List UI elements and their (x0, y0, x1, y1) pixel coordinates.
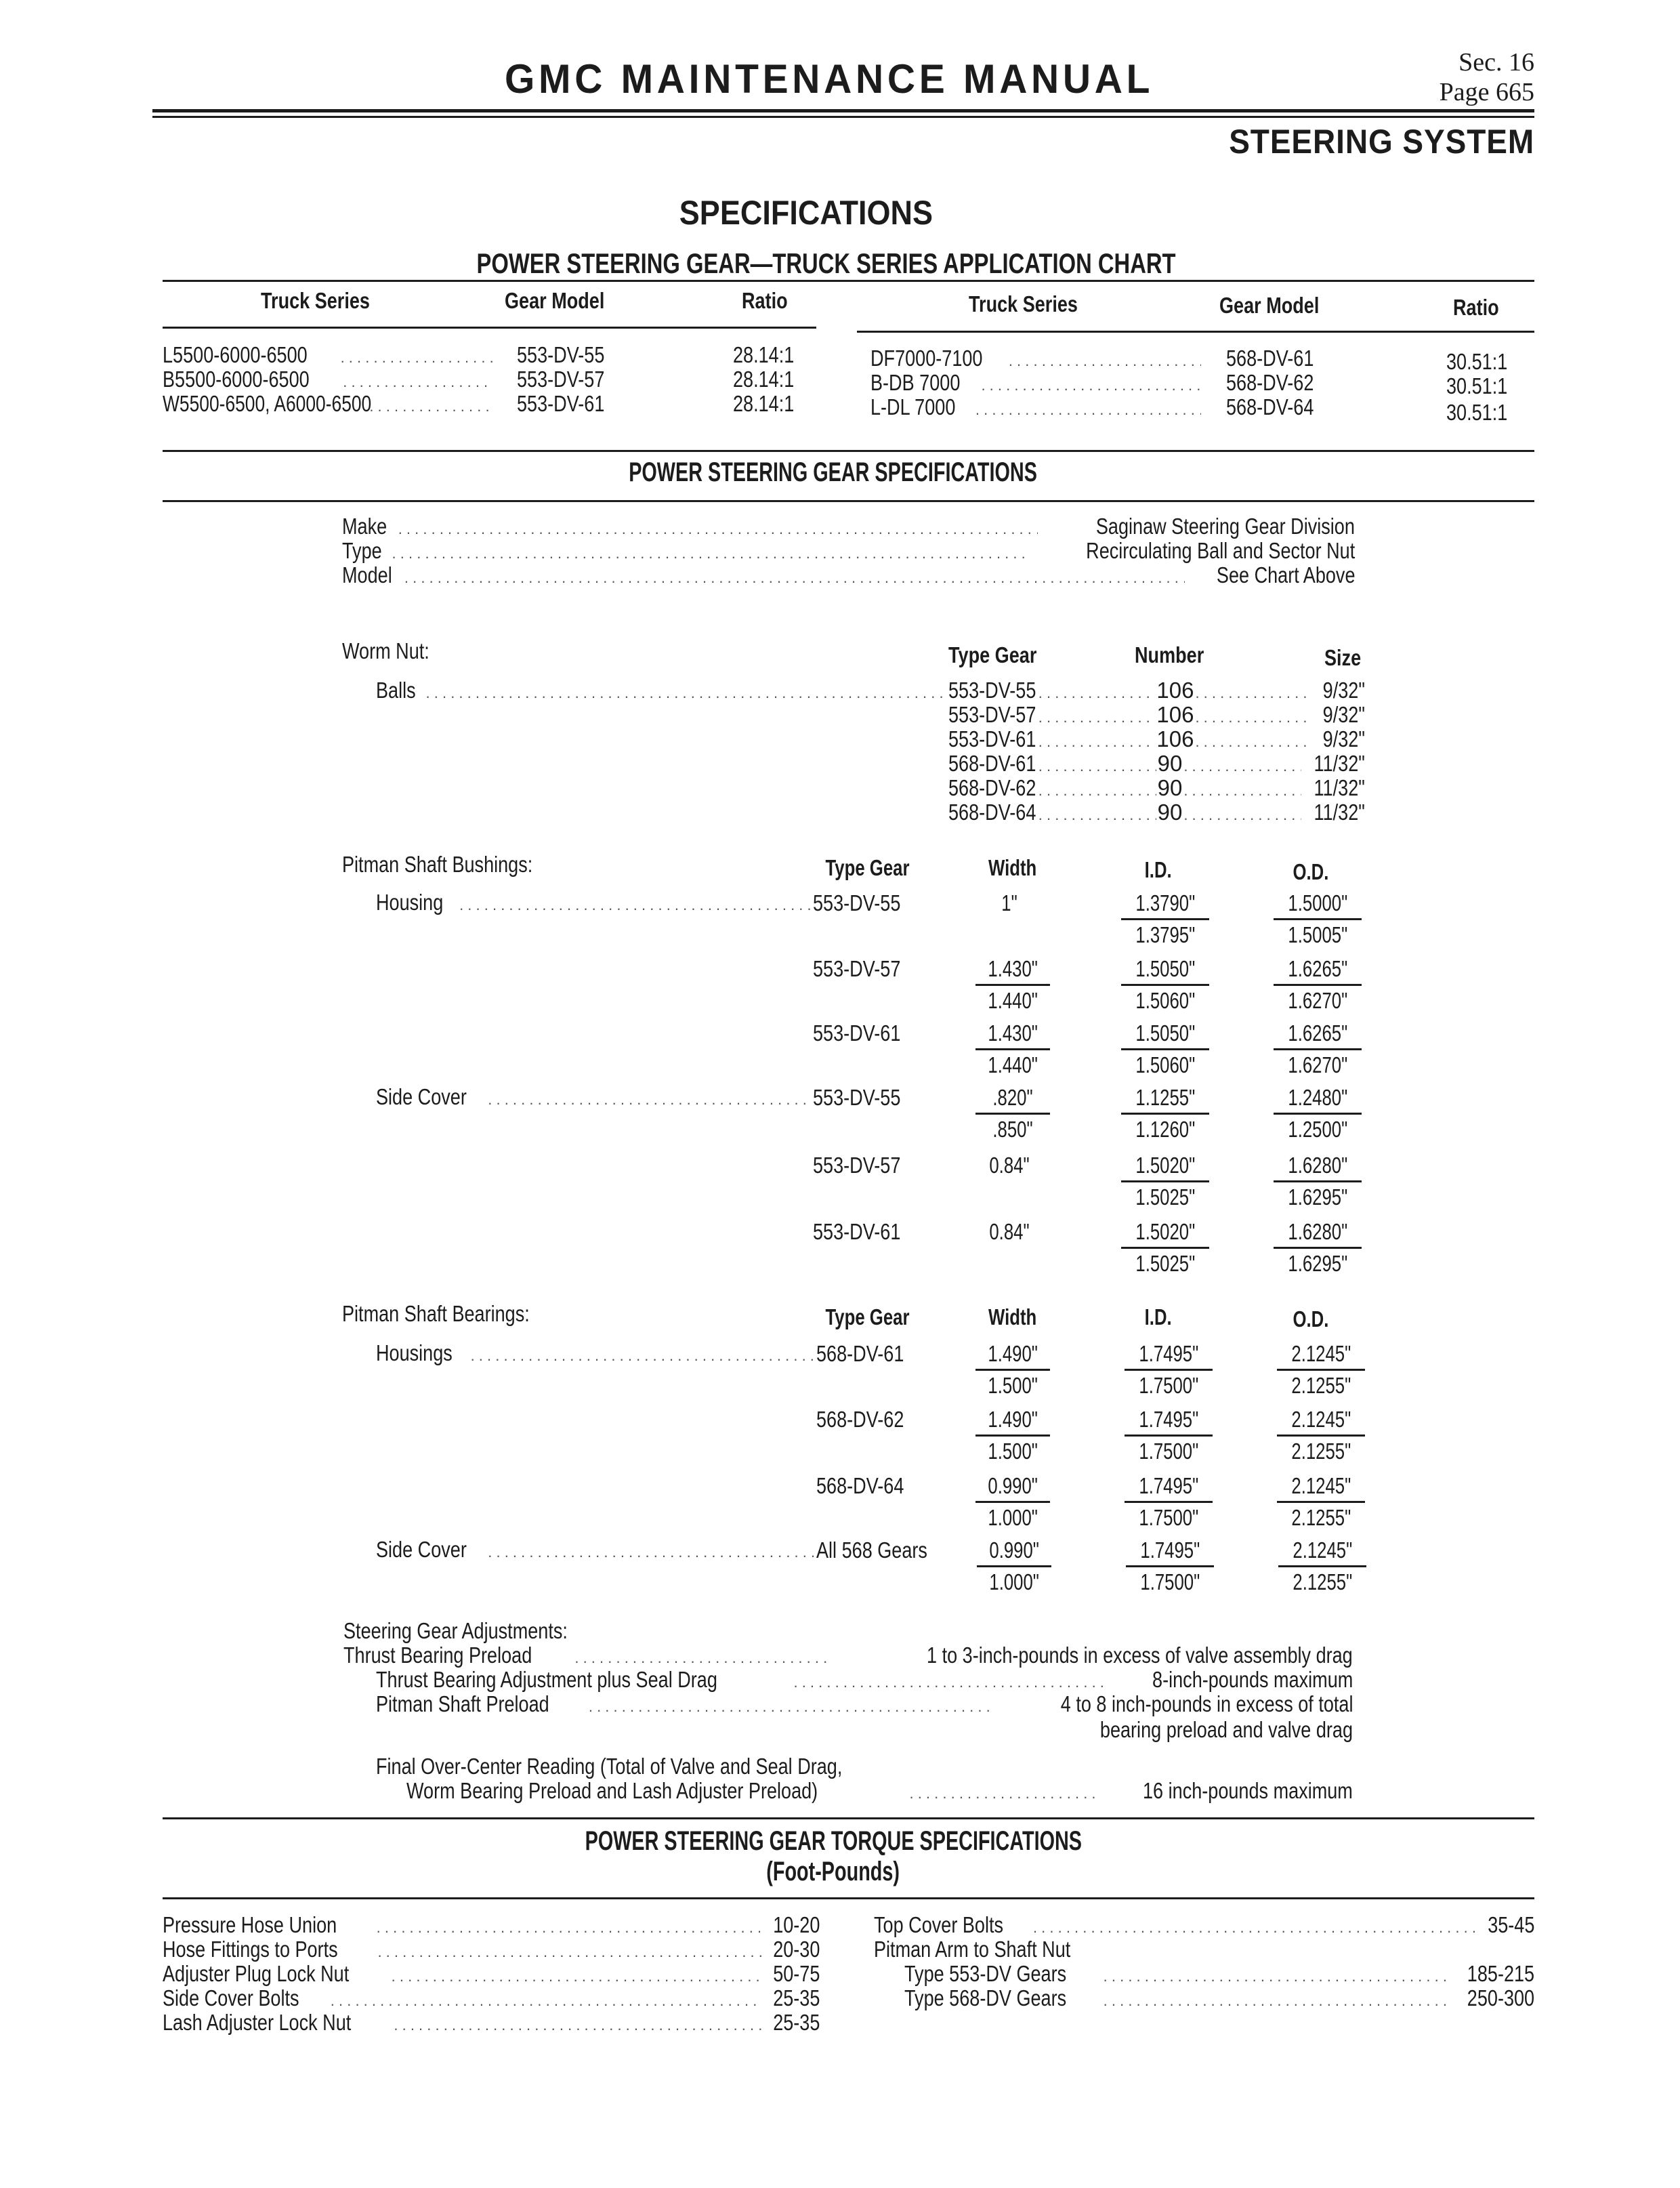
ball-size: 9/32" (1322, 678, 1365, 703)
gear-specs-rule-bottom (163, 500, 1534, 502)
id-min: 1.7495" (1140, 1537, 1200, 1563)
leader-dots (1038, 802, 1156, 828)
od-min: 1.5000" (1288, 890, 1347, 915)
leader-dots (404, 565, 1185, 591)
leader-dots (426, 680, 947, 706)
col-id (1108, 857, 1209, 883)
od-min: 2.1245" (1291, 1473, 1351, 1498)
adjust-label: Pitman Shaft Preload (376, 1691, 549, 1716)
torque-rule-top (163, 1817, 1534, 1819)
col-label: Width (988, 1304, 1037, 1329)
header-rule-bottom (152, 116, 1534, 118)
gear-model (1226, 346, 1333, 371)
col-label: Gear Model (1219, 293, 1320, 318)
torque-title-text: POWER STEERING GEAR TORQUE SPECIFICATIONS (585, 1826, 1082, 1856)
col-label: O.D. (1293, 859, 1329, 884)
od-max: 1.6295" (1288, 1251, 1347, 1276)
truck-series: B5500-6000-6500 (163, 367, 310, 392)
id-range (1125, 1340, 1213, 1399)
col-id (1108, 1304, 1209, 1330)
width-min: 1.490" (988, 1341, 1038, 1366)
final-reading-line1 (376, 1754, 944, 1779)
pitman-bushings-label-text: Pitman Shaft Bushings: (342, 852, 533, 877)
width-range (975, 1472, 1050, 1531)
col-label: I.D. (1144, 1304, 1173, 1329)
type-gear (816, 1406, 923, 1433)
leader-dots (471, 1343, 815, 1369)
width-max: 1.000" (989, 1569, 1039, 1594)
adjust-value: 8-inch-pounds maximum (1152, 1667, 1353, 1692)
width-range (975, 1340, 1050, 1399)
spec-label: Make (342, 514, 387, 539)
id-range (1121, 955, 1209, 1014)
ball-size: 11/32" (1314, 800, 1365, 825)
spec-value: Saginaw Steering Gear Division (1095, 514, 1355, 539)
od-min: 2.1245" (1291, 1341, 1351, 1366)
width-value (965, 1152, 1053, 1179)
type-gear: 568-DV-64 (948, 800, 1036, 825)
col-od (1260, 859, 1362, 885)
chart-row (870, 394, 1202, 423)
col-label: Truck Series (969, 291, 1078, 316)
id-max: 1.5060" (1135, 988, 1195, 1013)
housing-label: Housing (376, 890, 444, 915)
col-gear-model-right (1219, 293, 1341, 318)
width-max: 1.440" (988, 1052, 1038, 1077)
ratio (1446, 349, 1521, 375)
id-max: 1.5060" (1135, 1052, 1195, 1077)
system-title-text: STEERING SYSTEM (1229, 123, 1534, 161)
pitman-preload-line2 (1045, 1717, 1353, 1743)
ratio (733, 391, 807, 417)
pitman-arm-label (874, 1937, 1114, 1962)
torque-rule-bottom (163, 1897, 1534, 1899)
adjust-label: Worm Bearing Preload and Lash Adjuster Preload) (406, 1778, 818, 1803)
od-range (1274, 1152, 1362, 1211)
od-max: 1.2500" (1288, 1117, 1347, 1142)
adjust-value: 4 to 8 inch-pounds in excess of total (1060, 1691, 1353, 1716)
spec-value: See Chart Above (1216, 562, 1355, 587)
col-label: Gear Model (505, 288, 605, 313)
torque-label: Type 553-DV Gears (904, 1961, 1067, 1986)
gear-model (517, 367, 624, 392)
col-label: Size (1324, 645, 1362, 670)
torque-value: 25-35 (772, 1985, 820, 2010)
truck-series: L-DL 7000 (870, 394, 956, 419)
id-min: 1.7495" (1139, 1341, 1198, 1366)
width-range (975, 1406, 1050, 1465)
gear-specs-title-text: POWER STEERING GEAR SPECIFICATIONS (629, 457, 1038, 487)
torque-value: 250-300 (1467, 1985, 1534, 2010)
width-min: .820" (992, 1085, 1033, 1110)
od-max: 2.1255" (1291, 1373, 1351, 1398)
width-min: 1.430" (988, 1020, 1038, 1046)
col-label: I.D. (1144, 857, 1173, 882)
od-max: 1.6270" (1288, 988, 1347, 1013)
adjust-value: 1 to 3-inch-pounds in excess of valve assembly drag (927, 1643, 1353, 1668)
type-gear: 568-DV-61 (948, 751, 1036, 776)
gear-model-text: 568-DV-64 (1226, 394, 1314, 419)
width-max: 1.000" (988, 1505, 1038, 1530)
adjustments-label-text: Steering Gear Adjustments: (343, 1618, 568, 1643)
ball-size: 11/32" (1314, 775, 1365, 800)
ratio (733, 367, 807, 392)
ball-count: 106 (1156, 702, 1194, 727)
id-max: 1.7500" (1139, 1373, 1198, 1398)
torque-subtitle-text: (Foot-Pounds) (766, 1857, 900, 1886)
od-range (1274, 890, 1362, 949)
od-range (1278, 1537, 1366, 1596)
side-cover-label: Side Cover (376, 1084, 467, 1109)
side-cover-row (376, 1084, 813, 1113)
col-width (962, 1304, 1064, 1330)
pitman-shaft-preload (376, 1691, 1353, 1720)
col-number (1135, 642, 1219, 668)
id-range (1121, 1218, 1209, 1277)
specifications-heading-text: SPECIFICATIONS (679, 194, 933, 232)
side-cover-row (376, 1537, 816, 1565)
width-max: 1.500" (988, 1439, 1038, 1464)
width-min: 0.990" (988, 1473, 1038, 1498)
type-gear-text: 568-DV-62 (816, 1407, 904, 1432)
leader-dots (1104, 1988, 1451, 2014)
torque-value: 25-35 (772, 2010, 820, 2035)
od-max: 2.1255" (1291, 1505, 1351, 1530)
od-range (1274, 1020, 1362, 1079)
type-gear (816, 1537, 952, 1564)
gear-model-text: 553-DV-55 (517, 342, 605, 367)
torque-label: Type 568-DV Gears (904, 1985, 1067, 2010)
od-max: 1.6270" (1288, 1052, 1347, 1077)
torque-value: 185-215 (1467, 1961, 1534, 1986)
spec-value: Recirculating Ball and Sector Nut (1085, 538, 1355, 563)
type-gear: 553-DV-55 (948, 678, 1036, 703)
spec-model (342, 562, 1355, 591)
width-range (975, 1084, 1050, 1143)
type-gear (813, 1020, 920, 1047)
col-od (1260, 1306, 1362, 1332)
side-cover-label: Side Cover (376, 1537, 467, 1562)
leader-dots (1183, 802, 1301, 828)
worm-nut-label (342, 638, 448, 664)
col-label: Type Gear (948, 642, 1037, 667)
type-gear: 568-DV-62 (948, 775, 1036, 800)
leader-dots (459, 892, 812, 918)
width-min: 1.430" (988, 956, 1038, 981)
torque-subtitle (0, 1857, 1673, 1887)
worm-nut-label-text: Worm Nut: (342, 638, 429, 663)
section-number: Sec. 16 (1458, 48, 1534, 77)
leader-dots (909, 1781, 1095, 1807)
col-label: Number (1135, 642, 1204, 667)
width-range (975, 1020, 1050, 1079)
chart-rule-top (163, 280, 1534, 282)
final-over-center-reading (406, 1778, 1353, 1807)
od-min: 2.1245" (1293, 1537, 1352, 1563)
width-max: 1.440" (988, 988, 1038, 1013)
od-range (1277, 1406, 1365, 1465)
specifications-heading (0, 193, 1646, 232)
adjust-value: 16 inch-pounds maximum (1143, 1778, 1353, 1803)
section-page-info (1440, 47, 1534, 107)
spec-label: Model (342, 562, 392, 587)
col-label: Type Gear (825, 855, 909, 880)
torque-label: Hose Fittings to Ports (163, 1937, 338, 1962)
leader-dots (488, 1540, 815, 1565)
id-range (1125, 1472, 1213, 1531)
type-gear (813, 955, 920, 983)
col-width (962, 855, 1064, 881)
ratio (1446, 400, 1521, 426)
type-gear-text: 553-DV-55 (813, 1085, 901, 1110)
id-range (1121, 890, 1209, 949)
ball-count: 106 (1156, 678, 1194, 703)
truck-series: L5500-6000-6500 (163, 342, 308, 367)
id-min: 1.5020" (1135, 1153, 1195, 1178)
application-chart-title (0, 247, 1666, 280)
type-gear-text: 553-DV-55 (813, 890, 901, 915)
ratio-text: 30.51:1 (1446, 400, 1508, 425)
type-gear-text: 553-DV-57 (813, 956, 901, 981)
leader-dots (589, 1694, 995, 1720)
col-label: Type Gear (825, 1304, 909, 1329)
ratio-text: 28.14:1 (733, 367, 795, 392)
id-min: 1.7495" (1139, 1407, 1198, 1432)
manual-title (505, 56, 1188, 102)
col-type-gear (810, 1304, 925, 1330)
leader-dots (369, 394, 493, 419)
spec-label: Type (342, 538, 382, 563)
od-min: 1.6265" (1288, 1020, 1347, 1046)
col-ratio-left (742, 288, 798, 314)
id-range (1121, 1020, 1209, 1079)
col-gear-model-left (505, 288, 627, 314)
col-type-gear (948, 642, 1056, 668)
gear-model-text: 568-DV-62 (1226, 370, 1314, 395)
id-max: 1.7500" (1139, 1505, 1198, 1530)
id-range (1126, 1537, 1214, 1596)
width-min: 1.490" (988, 1407, 1038, 1432)
id-min: 1.5020" (1135, 1219, 1195, 1244)
type-gear (813, 890, 920, 917)
od-min: 2.1245" (1291, 1407, 1351, 1432)
housing-row (376, 890, 813, 918)
adjust-label: Thrust Bearing Preload (343, 1643, 532, 1668)
type-gear (816, 1472, 923, 1500)
torque-title (0, 1826, 1673, 1857)
type-gear (813, 1152, 920, 1179)
pitman-bearings-label (342, 1301, 571, 1327)
col-truck-series-left (261, 288, 394, 314)
gear-model (517, 342, 624, 368)
col-truck-series-right (969, 291, 1101, 317)
id-max: 1.7500" (1140, 1569, 1200, 1594)
gear-model (1226, 370, 1333, 396)
balls-label: Balls (376, 678, 416, 703)
od-range (1274, 1218, 1362, 1277)
gear-specs-rule-top (163, 450, 1534, 452)
od-min: 1.6265" (1288, 956, 1347, 981)
id-min: 1.3790" (1135, 890, 1195, 915)
width-min: 0.990" (989, 1537, 1039, 1563)
type-gear-text: 553-DV-61 (813, 1219, 901, 1244)
ratio (733, 342, 807, 368)
ball-count: 90 (1157, 775, 1183, 800)
od-min: 1.6280" (1288, 1153, 1347, 1178)
type-gear: 553-DV-61 (948, 726, 1036, 751)
ball-count: 106 (1156, 726, 1194, 751)
od-max: 1.6295" (1288, 1184, 1347, 1210)
col-label: Width (988, 855, 1037, 880)
id-max: 1.7500" (1139, 1439, 1198, 1464)
page-number: Page 665 (1439, 78, 1534, 106)
od-range (1274, 955, 1362, 1014)
gear-model-text: 568-DV-61 (1226, 346, 1314, 371)
type-gear: 553-DV-57 (948, 702, 1036, 727)
col-label: Ratio (1453, 295, 1499, 320)
col-size (1324, 645, 1369, 671)
od-range (1277, 1472, 1365, 1531)
application-chart-title-text: POWER STEERING GEAR—TRUCK SERIES APPLICATION CHART (477, 247, 1176, 279)
type-gear-text: 553-DV-61 (813, 1020, 901, 1046)
id-max: 1.5025" (1135, 1184, 1195, 1210)
torque-value: 35-45 (1487, 1912, 1534, 1937)
leader-dots (975, 397, 1201, 423)
width-range (977, 1537, 1051, 1596)
type-gear-text: 568-DV-61 (816, 1341, 904, 1366)
torque-label: Side Cover Bolts (163, 1985, 299, 2010)
adjustments-label (343, 1618, 617, 1644)
id-min: 1.5050" (1135, 1020, 1195, 1046)
gear-model-text: 553-DV-57 (517, 367, 605, 392)
chart-row (163, 391, 495, 419)
pitman-arm-label-text: Pitman Arm to Shaft Nut (874, 1937, 1071, 1962)
torque-label: Adjuster Plug Lock Nut (163, 1961, 350, 1986)
gear-model (1226, 394, 1333, 420)
ratio-text: 28.14:1 (733, 391, 795, 416)
type-gear-text: 568-DV-64 (816, 1473, 904, 1498)
torque-label: Pressure Hose Union (163, 1912, 337, 1937)
gear-model-text: 553-DV-61 (517, 391, 605, 416)
ratio (1446, 373, 1521, 399)
leader-dots (488, 1087, 812, 1113)
id-range (1121, 1084, 1209, 1143)
width-max: 1.500" (988, 1373, 1038, 1398)
chart-rule-left (163, 327, 816, 329)
torque-row (163, 2010, 820, 2038)
od-min: 1.6280" (1288, 1219, 1347, 1244)
id-range (1125, 1406, 1213, 1465)
ratio-text: 30.51:1 (1446, 373, 1508, 398)
leader-dots (394, 2012, 761, 2038)
od-range (1277, 1340, 1365, 1399)
id-max: 1.5025" (1135, 1251, 1195, 1276)
width-value (965, 1218, 1053, 1245)
id-min: 1.5050" (1135, 956, 1195, 981)
ball-size: 9/32" (1322, 702, 1365, 727)
truck-series: DF7000-7100 (870, 346, 983, 371)
col-label: Ratio (742, 288, 788, 313)
id-min: 1.1255" (1135, 1085, 1195, 1110)
manual-title-text: GMC MAINTENANCE MANUAL (505, 56, 1154, 102)
type-gear (813, 1084, 920, 1111)
width-value (965, 890, 1053, 917)
torque-label: Top Cover Bolts (874, 1912, 1004, 1937)
width-text: 1" (1001, 890, 1017, 915)
torque-value: 20-30 (772, 1937, 820, 1962)
ball-count: 90 (1157, 800, 1183, 825)
od-range (1274, 1084, 1362, 1143)
torque-row (904, 1985, 1534, 2014)
adjust-value-cont: bearing preload and valve drag (1099, 1717, 1353, 1742)
width-text: 0.84" (989, 1219, 1030, 1244)
type-gear (813, 1218, 920, 1245)
od-max: 1.5005" (1288, 922, 1347, 947)
id-min: 1.7495" (1139, 1473, 1198, 1498)
chart-rule-right (857, 331, 1534, 333)
torque-value: 50-75 (772, 1961, 820, 1986)
pitman-bearings-label-text: Pitman Shaft Bearings: (342, 1301, 530, 1326)
od-max: 2.1255" (1291, 1439, 1351, 1464)
truck-series: B-DB 7000 (870, 370, 961, 395)
torque-label: Lash Adjuster Lock Nut (163, 2010, 352, 2035)
balls-row (376, 678, 948, 706)
width-max: .850" (992, 1117, 1033, 1142)
od-min: 1.2480" (1288, 1085, 1347, 1110)
width-range (975, 955, 1050, 1014)
truck-series: W5500-6500, A6000-6500 (163, 391, 372, 416)
width-text: 0.84" (989, 1153, 1030, 1178)
col-label: O.D. (1293, 1306, 1329, 1332)
id-max: 1.3795" (1135, 922, 1195, 947)
ratio-text: 28.14:1 (733, 342, 795, 367)
gear-specs-title (0, 457, 1673, 488)
housings-row (376, 1340, 816, 1369)
ball-size: 9/32" (1322, 726, 1365, 751)
pitman-bushings-label (342, 852, 574, 878)
housings-label: Housings (376, 1340, 453, 1365)
id-range (1121, 1152, 1209, 1211)
ratio-text: 30.51:1 (1446, 349, 1508, 374)
header-rule-top (152, 109, 1534, 112)
ball-count: 90 (1157, 751, 1183, 776)
worm-nut-row (948, 800, 1365, 828)
col-type-gear (810, 855, 925, 881)
system-title (1202, 122, 1534, 161)
adjust-label: Thrust Bearing Adjustment plus Seal Drag (376, 1667, 717, 1692)
type-gear (816, 1340, 923, 1367)
type-gear-text: 553-DV-57 (813, 1153, 901, 1178)
adjust-label: Final Over-Center Reading (Total of Valve and Seal Drag, (376, 1754, 843, 1779)
type-gear-text: All 568 Gears (816, 1537, 927, 1563)
od-max: 2.1255" (1293, 1569, 1352, 1594)
ball-size: 11/32" (1314, 751, 1365, 776)
torque-value: 10-20 (772, 1912, 820, 1937)
gear-model (517, 391, 624, 417)
id-max: 1.1260" (1135, 1117, 1195, 1142)
col-ratio-right (1453, 295, 1509, 321)
col-label: Truck Series (261, 288, 370, 313)
